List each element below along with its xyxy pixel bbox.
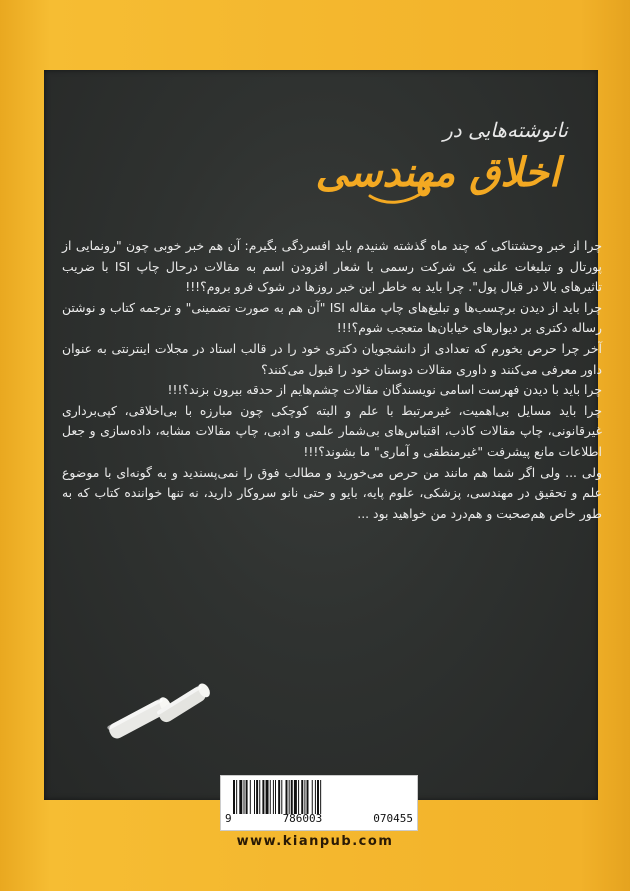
paragraph-6: ولی ... ولی اگر شما هم مانند من حرص می‌خورید و مطالب فوق را نمی‌پسندید و به گونه‌ای با موضوع علم و تحقیق در مهندسی، پزشکی، علوم پایه، بایو و حتی نانو سروکار دارید، نه تنها خواننده کتاب که به طور خاص هم‌صحبت و هم‌درد من خواهید بود ... [62,464,602,521]
cover-subtitle: نانوشته‌هایی در [443,118,568,142]
publisher-website[interactable]: www.kianpub.com [236,834,394,849]
barcode [220,775,418,831]
barcode-group-right: 070455 [373,812,413,825]
paragraph-5: چرا باید مسایل بی‌اهمیت، غیرمرتبط با علم و البته کوچکی چون مبارزه با بی‌اخلاقی، کپی‌برداری غیرقانونی، چاپ مقالات کاذب، اقتباس‌های بی‌شمار علمی و ادبی، چاپ مقالات مشابه، داده‌سازی و جعل اطلاعات مانع پیشرفت "غیرمنطقی و آماری" ما بشوند؟!!! [62,402,602,459]
barcode-group-left: 786003 [282,812,323,825]
cover-title: اخلاق مهندسی [315,150,560,196]
barcode-number [225,812,413,825]
chalk-pieces-icon [100,672,220,742]
title-swash-icon [368,186,428,206]
barcode-bars-icon [229,780,409,814]
paragraph-1: چرا از خبر وحشتناکی که چند ماه گذشته شنیدم باید افسردگی بگیرم: آن هم خبر خوبی چون "رونمایی از پورتال و تبلیغات علنی یک شرکت رسمی با شعار افزودن اسم به مقالات درحال چاپ ISI با ضریب تاثیرهای بالا در قبال پول". چرا باید به خاطر این خبر روزها در شوک فرو بروم؟!!! [62,238,602,295]
back-cover-text [62,236,602,524]
barcode-digit-first: 9 [225,812,232,825]
paragraph-3: آخر چرا حرص بخورم که تعدادی از دانشجویان دکتری خود را در قالب استاد در مجلات اینترنتی به عنوان داور معرفی می‌کنند و داوری مقالات دوستان خود را قبول می‌کنند؟ [62,340,602,377]
paragraph-4: چرا باید با دیدن فهرست اسامی نویسندگان مقالات چشم‌هایم از حدقه بیرون بزند؟!!! [167,382,602,398]
paragraph-2: چرا باید از دیدن برچسب‌ها و تبلیغ‌های چاپ مقاله ISI "آن هم به صورت تضمینی" و ترجمه کتاب و نوشتن رساله دکتری بر دیوارهای خیابان‌ها متعجب شوم؟!!! [62,299,602,336]
